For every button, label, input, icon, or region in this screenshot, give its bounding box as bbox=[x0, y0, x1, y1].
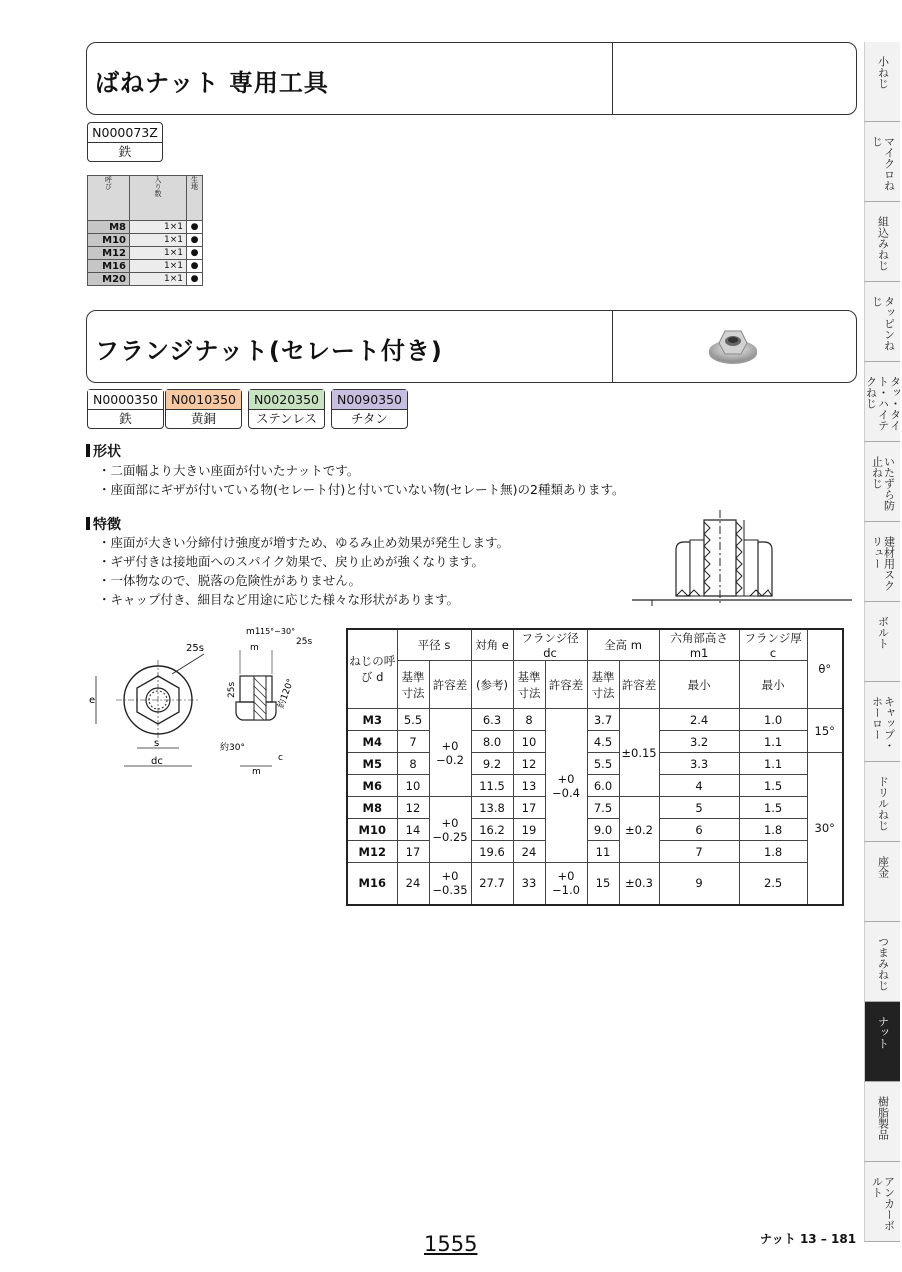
dimension-table bbox=[346, 628, 844, 906]
table-cell: 24 bbox=[397, 863, 429, 905]
product-code: N0020350 bbox=[249, 390, 324, 410]
table-cell: 3.7 bbox=[587, 709, 619, 731]
table-cell: 11.5 bbox=[471, 775, 513, 797]
flange-nut-photo-icon bbox=[707, 321, 759, 369]
sub-header-tol: 許容差 bbox=[429, 661, 471, 709]
side-tab[interactable] bbox=[864, 442, 900, 522]
table-row bbox=[347, 753, 843, 775]
sub-header-tol: 許容差 bbox=[545, 661, 587, 709]
side-tab-label: つまみねじ bbox=[876, 936, 890, 991]
col-header-name: ねじの呼び d bbox=[347, 629, 397, 709]
col-header-s: 平径 s bbox=[397, 629, 471, 661]
side-tab[interactable] bbox=[864, 922, 900, 1002]
table-cell: 1.1 bbox=[739, 731, 807, 753]
shape-bullet: ・二面幅より大きい座面が付いたナットです。 bbox=[98, 463, 360, 478]
table-cell: M4 bbox=[347, 731, 397, 753]
sub-header-base: 基準寸法 bbox=[397, 661, 429, 709]
col-header-c: フランジ厚 c bbox=[739, 629, 807, 661]
product-material: ステンレス bbox=[256, 411, 317, 426]
table-cell: 19 bbox=[513, 819, 545, 841]
table-row: M20 1×1 ● bbox=[88, 273, 203, 286]
table-cell: 13.8 bbox=[471, 797, 513, 819]
side-tab-label: キャップ・ホーロー bbox=[870, 696, 896, 751]
table-cell: M12 bbox=[347, 841, 397, 863]
dim-c-label: c bbox=[278, 753, 283, 763]
side-tab[interactable] bbox=[864, 202, 900, 282]
title-divider bbox=[612, 43, 613, 114]
sub-header-base: 基準寸法 bbox=[513, 661, 545, 709]
table-cell: 6 bbox=[659, 819, 739, 841]
side-tab-label: ドリルねじ bbox=[876, 776, 890, 831]
table-cell: 8 bbox=[397, 753, 429, 775]
side-tab-label: 建材用スクリュー bbox=[870, 536, 896, 591]
table-cell: 5 bbox=[659, 797, 739, 819]
side-tab[interactable] bbox=[864, 362, 900, 442]
table-row bbox=[347, 775, 843, 797]
availability-table bbox=[87, 175, 203, 286]
col-header-m: 全高 m bbox=[587, 629, 659, 661]
side-tab[interactable] bbox=[864, 282, 900, 362]
table-cell: 24 bbox=[513, 841, 545, 863]
table-cell: 16.2 bbox=[471, 819, 513, 841]
side-tab[interactable] bbox=[864, 602, 900, 682]
side-tab[interactable] bbox=[864, 122, 900, 202]
table-cell: 19.6 bbox=[471, 841, 513, 863]
shape-heading: 形状 bbox=[86, 441, 121, 461]
feature-bullet: ・一体物なので、脱落の危険性がありません。 bbox=[98, 573, 362, 588]
table-cell: 7 bbox=[397, 731, 429, 753]
table-cell: 3.3 bbox=[659, 753, 739, 775]
table-cell: 15 bbox=[587, 863, 619, 905]
table-cell: M5 bbox=[347, 753, 397, 775]
approx-120-label: 約120° bbox=[276, 677, 297, 710]
table-row: M8 1×1 ● bbox=[88, 221, 203, 234]
table-row bbox=[347, 731, 843, 753]
avail-header-size: 呼び bbox=[88, 176, 130, 221]
table-cell: 1.5 bbox=[739, 797, 807, 819]
table-cell: 2.4 bbox=[659, 709, 739, 731]
table-cell: 8 bbox=[513, 709, 545, 731]
table-cell: +0 −0.35 bbox=[429, 863, 471, 905]
table-cell: 1.5 bbox=[739, 775, 807, 797]
table-row bbox=[347, 709, 843, 731]
section1-material: 鉄 bbox=[118, 144, 132, 159]
table-cell: 1.1 bbox=[739, 753, 807, 775]
table-cell: 12 bbox=[397, 797, 429, 819]
product-code: N0010350 bbox=[166, 390, 241, 410]
table-cell: 8.0 bbox=[471, 731, 513, 753]
table-cell: 7 bbox=[659, 841, 739, 863]
dim-m-top-label: m bbox=[250, 643, 259, 653]
avail-header-finish: 生地 bbox=[187, 176, 203, 221]
section1-code: N000073Z bbox=[88, 123, 162, 143]
roughness-label-c: 25s bbox=[227, 681, 237, 698]
table-cell: 5.5 bbox=[587, 753, 619, 775]
col-header-dc: フランジ径 dc bbox=[513, 629, 587, 661]
table-cell: 4 bbox=[659, 775, 739, 797]
sub-header-ref: (参考) bbox=[471, 661, 513, 709]
table-row bbox=[347, 819, 843, 841]
table-cell: 17 bbox=[397, 841, 429, 863]
spring-nut-tool-title-box bbox=[86, 42, 857, 115]
side-tab[interactable] bbox=[864, 682, 900, 762]
side-tab[interactable] bbox=[864, 1162, 900, 1242]
table-cell: 11 bbox=[587, 841, 619, 863]
table-row: M12 1×1 ● bbox=[88, 247, 203, 260]
table-cell: 6.0 bbox=[587, 775, 619, 797]
side-tab-label: いたずら防止ねじ bbox=[870, 456, 896, 511]
side-tab-label: マイクロねじ bbox=[870, 136, 896, 191]
product-code-box[interactable] bbox=[331, 389, 408, 429]
angle-range-label: 15°~30° bbox=[260, 627, 296, 636]
table-cell: M6 bbox=[347, 775, 397, 797]
col-header-m1: 六角部高さ m1 bbox=[659, 629, 739, 661]
shape-bullet: ・座面部にギザが付いている物(セレート付)と付いていない物(セレート無)の2種類あります。 bbox=[98, 482, 625, 497]
product-code: N0090350 bbox=[332, 390, 407, 410]
feature-bullet: ・座面が大きい分締付け強度が増すため、ゆるみ止め効果が発生します。 bbox=[98, 535, 510, 550]
table-cell: 9.0 bbox=[587, 819, 619, 841]
flange-nut-title-box bbox=[86, 310, 857, 383]
roughness-label-a: 25s bbox=[186, 643, 204, 654]
side-tab-label: 小ねじ bbox=[876, 56, 890, 89]
approx-30-label: 約30° bbox=[220, 743, 245, 753]
col-header-theta: θ° bbox=[807, 629, 843, 709]
table-cell: 1.0 bbox=[739, 709, 807, 731]
assembly-section-illustration bbox=[632, 510, 852, 606]
table-cell: 2.5 bbox=[739, 863, 807, 905]
side-tab-label: 組込みねじ bbox=[876, 216, 890, 271]
side-tab-label: ボルト bbox=[876, 616, 890, 649]
sub-header-min: 最小 bbox=[659, 661, 739, 709]
col-header-e: 対角 e bbox=[471, 629, 513, 661]
table-cell: +0 −1.0 bbox=[545, 863, 587, 905]
table-cell: M10 bbox=[347, 819, 397, 841]
dim-e-label: e bbox=[89, 695, 96, 706]
table-cell: M16 bbox=[347, 863, 397, 905]
table-row bbox=[347, 841, 843, 863]
page-number: 1555 bbox=[424, 1232, 478, 1256]
table-cell: 1.8 bbox=[739, 819, 807, 841]
table-row bbox=[347, 797, 843, 819]
table-cell: M8 bbox=[347, 797, 397, 819]
product-material: 黄銅 bbox=[190, 411, 216, 426]
side-tab-label: タッピンねじ bbox=[870, 296, 896, 351]
table-cell: ±0.15 bbox=[619, 709, 659, 797]
side-tab[interactable] bbox=[864, 1082, 900, 1162]
dim-dc-label: dc bbox=[151, 756, 163, 767]
side-tab-label: アンカーボルト bbox=[870, 1176, 896, 1231]
table-cell: 9.2 bbox=[471, 753, 513, 775]
table-cell: +0 −0.25 bbox=[429, 797, 471, 863]
side-index-tabs bbox=[864, 42, 900, 1242]
table-cell: 10 bbox=[513, 731, 545, 753]
table-row: M10 1×1 ● bbox=[88, 234, 203, 247]
sub-header-min: 最小 bbox=[739, 661, 807, 709]
table-cell: 5.5 bbox=[397, 709, 429, 731]
table-row: M16 1×1 ● bbox=[88, 260, 203, 273]
product-code: N0000350 bbox=[88, 390, 163, 410]
table-cell: 17 bbox=[513, 797, 545, 819]
table-cell: +0 −0.2 bbox=[429, 709, 471, 797]
title-divider bbox=[612, 311, 613, 382]
side-tab[interactable] bbox=[864, 762, 900, 842]
product-material: チタン bbox=[351, 411, 388, 426]
feature-bullet: ・ギザ付きは接地面へのスパイク効果で、戻り止めが強くなります。 bbox=[98, 554, 485, 569]
avail-header-qty: 入り数 bbox=[130, 176, 187, 221]
feature-bullet: ・キャップ付き、細目など用途に応じた様々な形状があります。 bbox=[98, 592, 460, 607]
footer-label: ナット 13 – 181 bbox=[760, 1232, 857, 1246]
table-cell: 7.5 bbox=[587, 797, 619, 819]
sub-header-base: 基準寸法 bbox=[587, 661, 619, 709]
side-tab-label: 樹脂製品 bbox=[876, 1096, 890, 1140]
table-cell: ±0.2 bbox=[619, 797, 659, 863]
section2-title: フランジナット(セレート付き) bbox=[95, 337, 443, 365]
table-cell: M3 bbox=[347, 709, 397, 731]
table-cell: 13 bbox=[513, 775, 545, 797]
table-cell: 1.8 bbox=[739, 841, 807, 863]
side-tab-label: 座金 bbox=[876, 856, 890, 878]
table-cell: 14 bbox=[397, 819, 429, 841]
technical-drawing bbox=[86, 620, 336, 790]
table-cell: ±0.3 bbox=[619, 863, 659, 905]
table-cell: 6.3 bbox=[471, 709, 513, 731]
table-cell: 3.2 bbox=[659, 731, 739, 753]
side-tab[interactable] bbox=[864, 1002, 900, 1082]
table-cell: 9 bbox=[659, 863, 739, 905]
table-row bbox=[347, 863, 843, 905]
feature-heading: 特徴 bbox=[86, 514, 121, 534]
side-tab-label: ナット bbox=[876, 1016, 890, 1049]
side-tab[interactable] bbox=[864, 522, 900, 602]
product-code-box[interactable] bbox=[165, 389, 242, 429]
side-tab[interactable] bbox=[864, 842, 900, 922]
table-cell: 15° bbox=[807, 709, 843, 753]
product-material: 鉄 bbox=[119, 411, 132, 426]
table-cell: 12 bbox=[513, 753, 545, 775]
table-cell: 30° bbox=[807, 753, 843, 905]
dim-s-label: s bbox=[154, 738, 160, 749]
side-tab[interactable] bbox=[864, 42, 900, 122]
side-tab-label: タッ・タイト・ハイテクねじ bbox=[864, 376, 902, 431]
section1-title: ばねナット 専用工具 bbox=[95, 69, 329, 97]
product-code-box[interactable] bbox=[87, 389, 164, 429]
section1-code-box[interactable] bbox=[87, 122, 163, 162]
table-cell: 27.7 bbox=[471, 863, 513, 905]
table-cell: +0 −0.4 bbox=[545, 709, 587, 863]
sub-header-tol: 許容差 bbox=[619, 661, 659, 709]
table-cell: 4.5 bbox=[587, 731, 619, 753]
dim-m-label: m bbox=[252, 767, 261, 777]
roughness-label-b: 25s bbox=[296, 637, 313, 647]
product-code-box[interactable] bbox=[248, 389, 325, 429]
table-cell: 33 bbox=[513, 863, 545, 905]
dim-m1-label: m1 bbox=[246, 627, 261, 637]
table-cell: 10 bbox=[397, 775, 429, 797]
